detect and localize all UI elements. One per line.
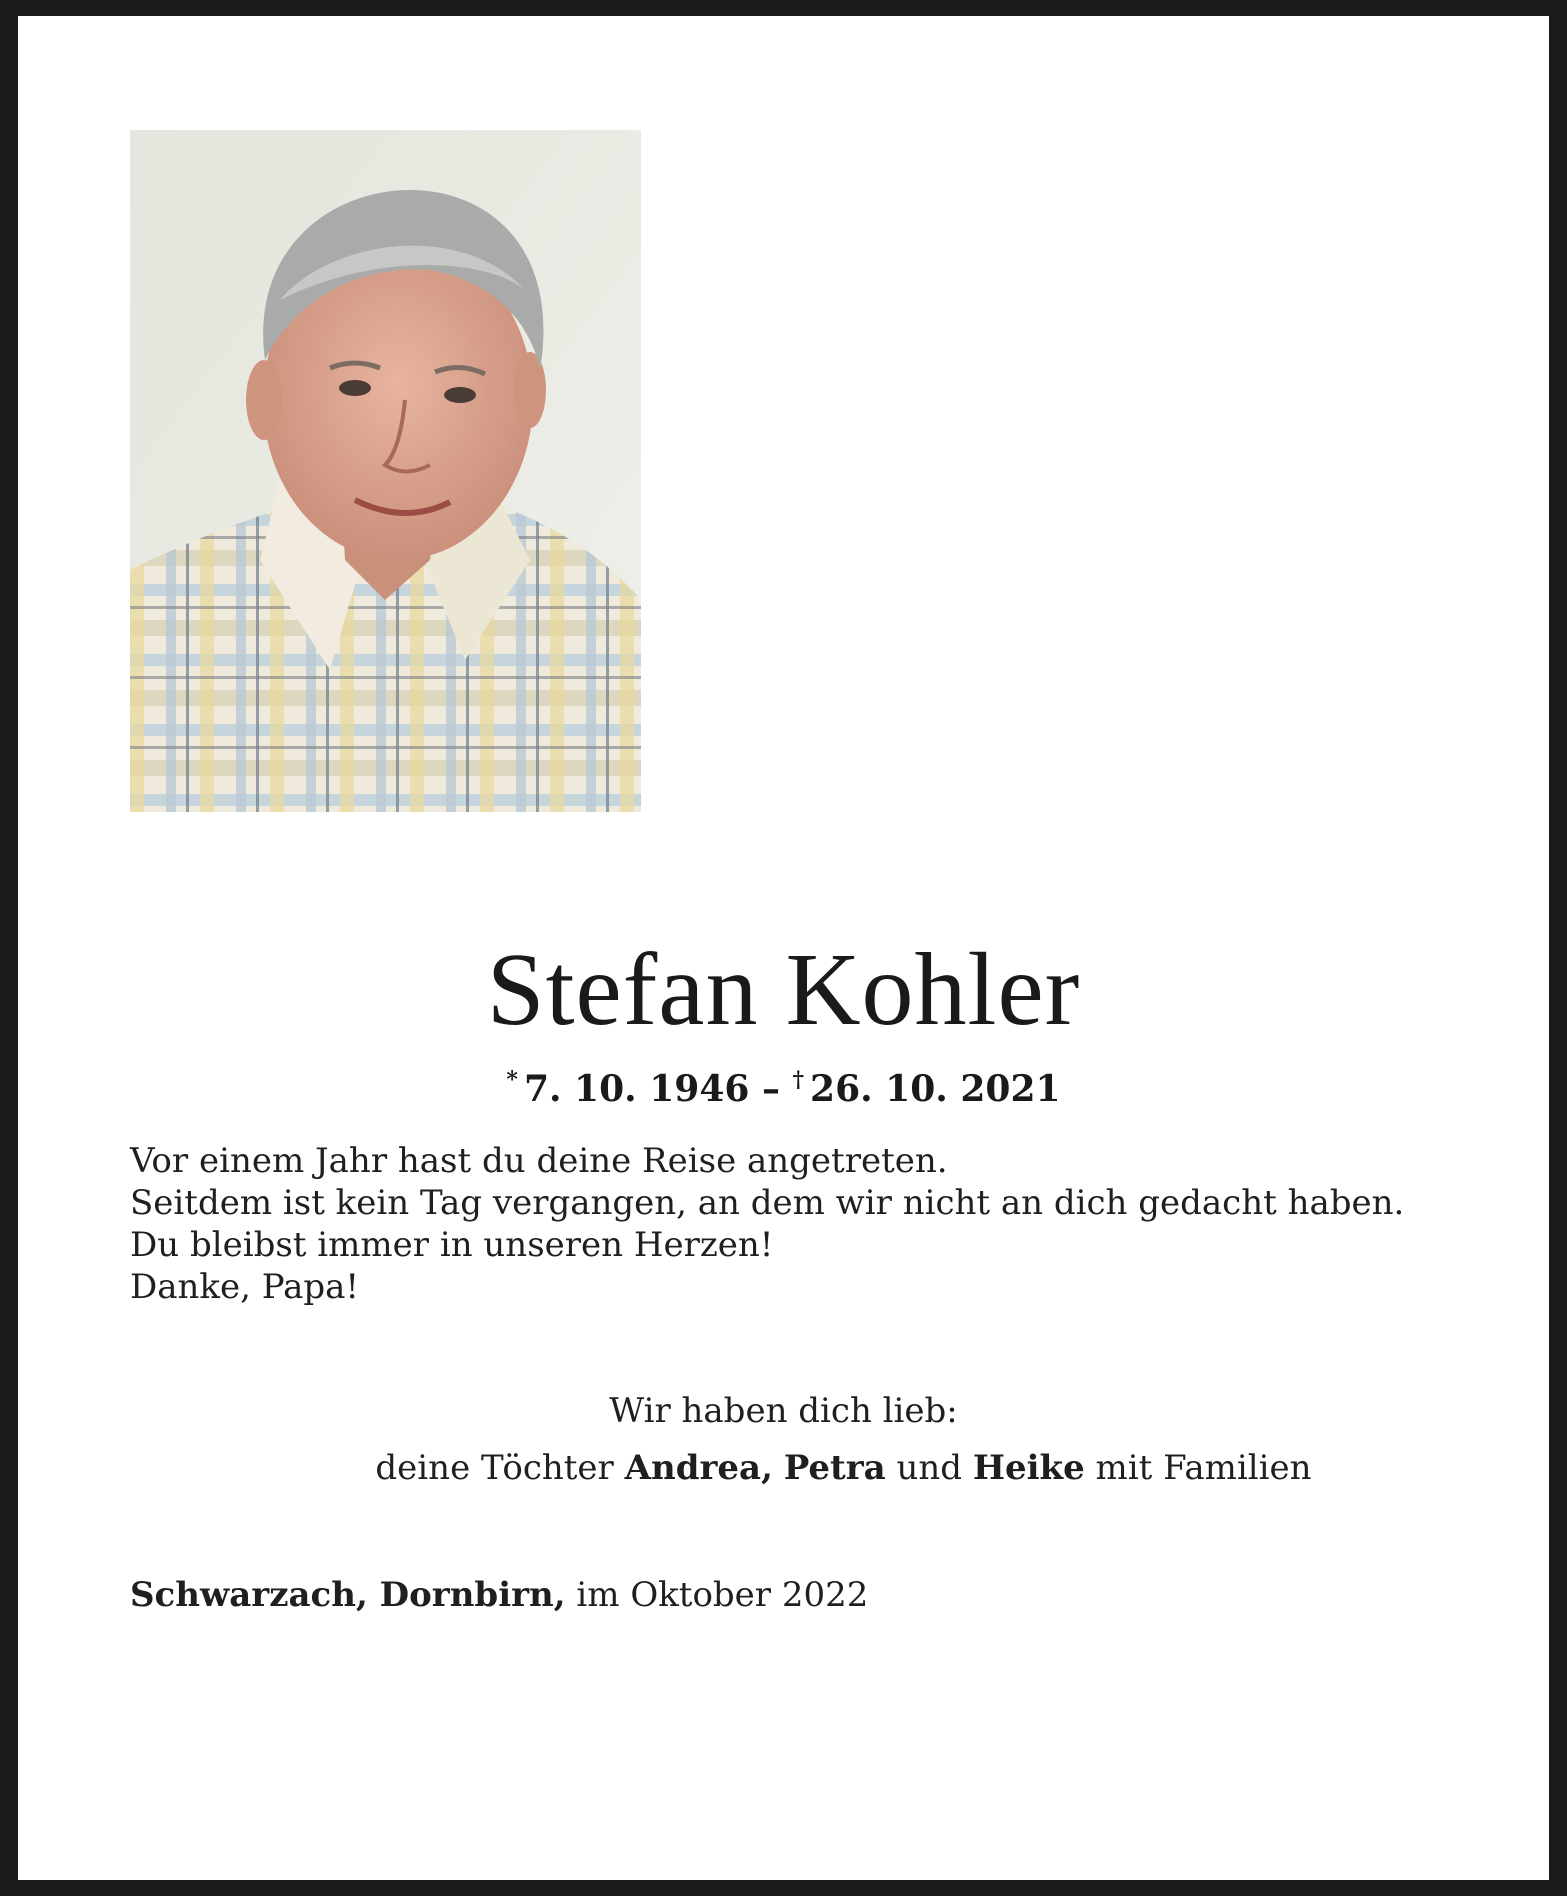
- verse-line: Seitdem ist kein Tag vergangen, an dem wir nicht an dich gedacht haben.: [130, 1183, 1405, 1223]
- portrait-photo: [130, 130, 641, 812]
- family-name-andrea: Andrea,: [624, 1448, 773, 1488]
- memorial-verse: [130, 1140, 1460, 1308]
- family-connector: und: [896, 1448, 963, 1488]
- family-prefix: deine Töchter: [375, 1448, 614, 1488]
- deceased-name: Stefan Kohler: [486, 932, 1081, 1047]
- family-name-petra: Petra: [783, 1448, 886, 1488]
- death-date: 26. 10. 2021: [810, 1068, 1061, 1110]
- place-date: [130, 1574, 868, 1616]
- verse-line: Danke, Papa!: [130, 1267, 360, 1307]
- closing-line: Wir haben dich lieb:: [609, 1391, 958, 1431]
- place-towns: Schwarzach, Dornbirn,: [130, 1575, 566, 1615]
- verse-line: Vor einem Jahr hast du deine Reise angetreten.: [130, 1141, 948, 1181]
- life-dates: [0, 1058, 1567, 1111]
- birth-date: 7. 10. 1946: [523, 1068, 750, 1110]
- place-month: im Oktober 2022: [576, 1575, 869, 1615]
- family-signature: [0, 1447, 1567, 1489]
- family-name-heike: Heike: [972, 1448, 1085, 1488]
- birth-symbol: *: [506, 1067, 518, 1093]
- death-symbol: †: [792, 1067, 805, 1093]
- family-suffix: mit Familien: [1095, 1448, 1312, 1488]
- verse-line: Du bleibst immer in unseren Herzen!: [130, 1225, 774, 1265]
- date-separator: –: [761, 1068, 780, 1110]
